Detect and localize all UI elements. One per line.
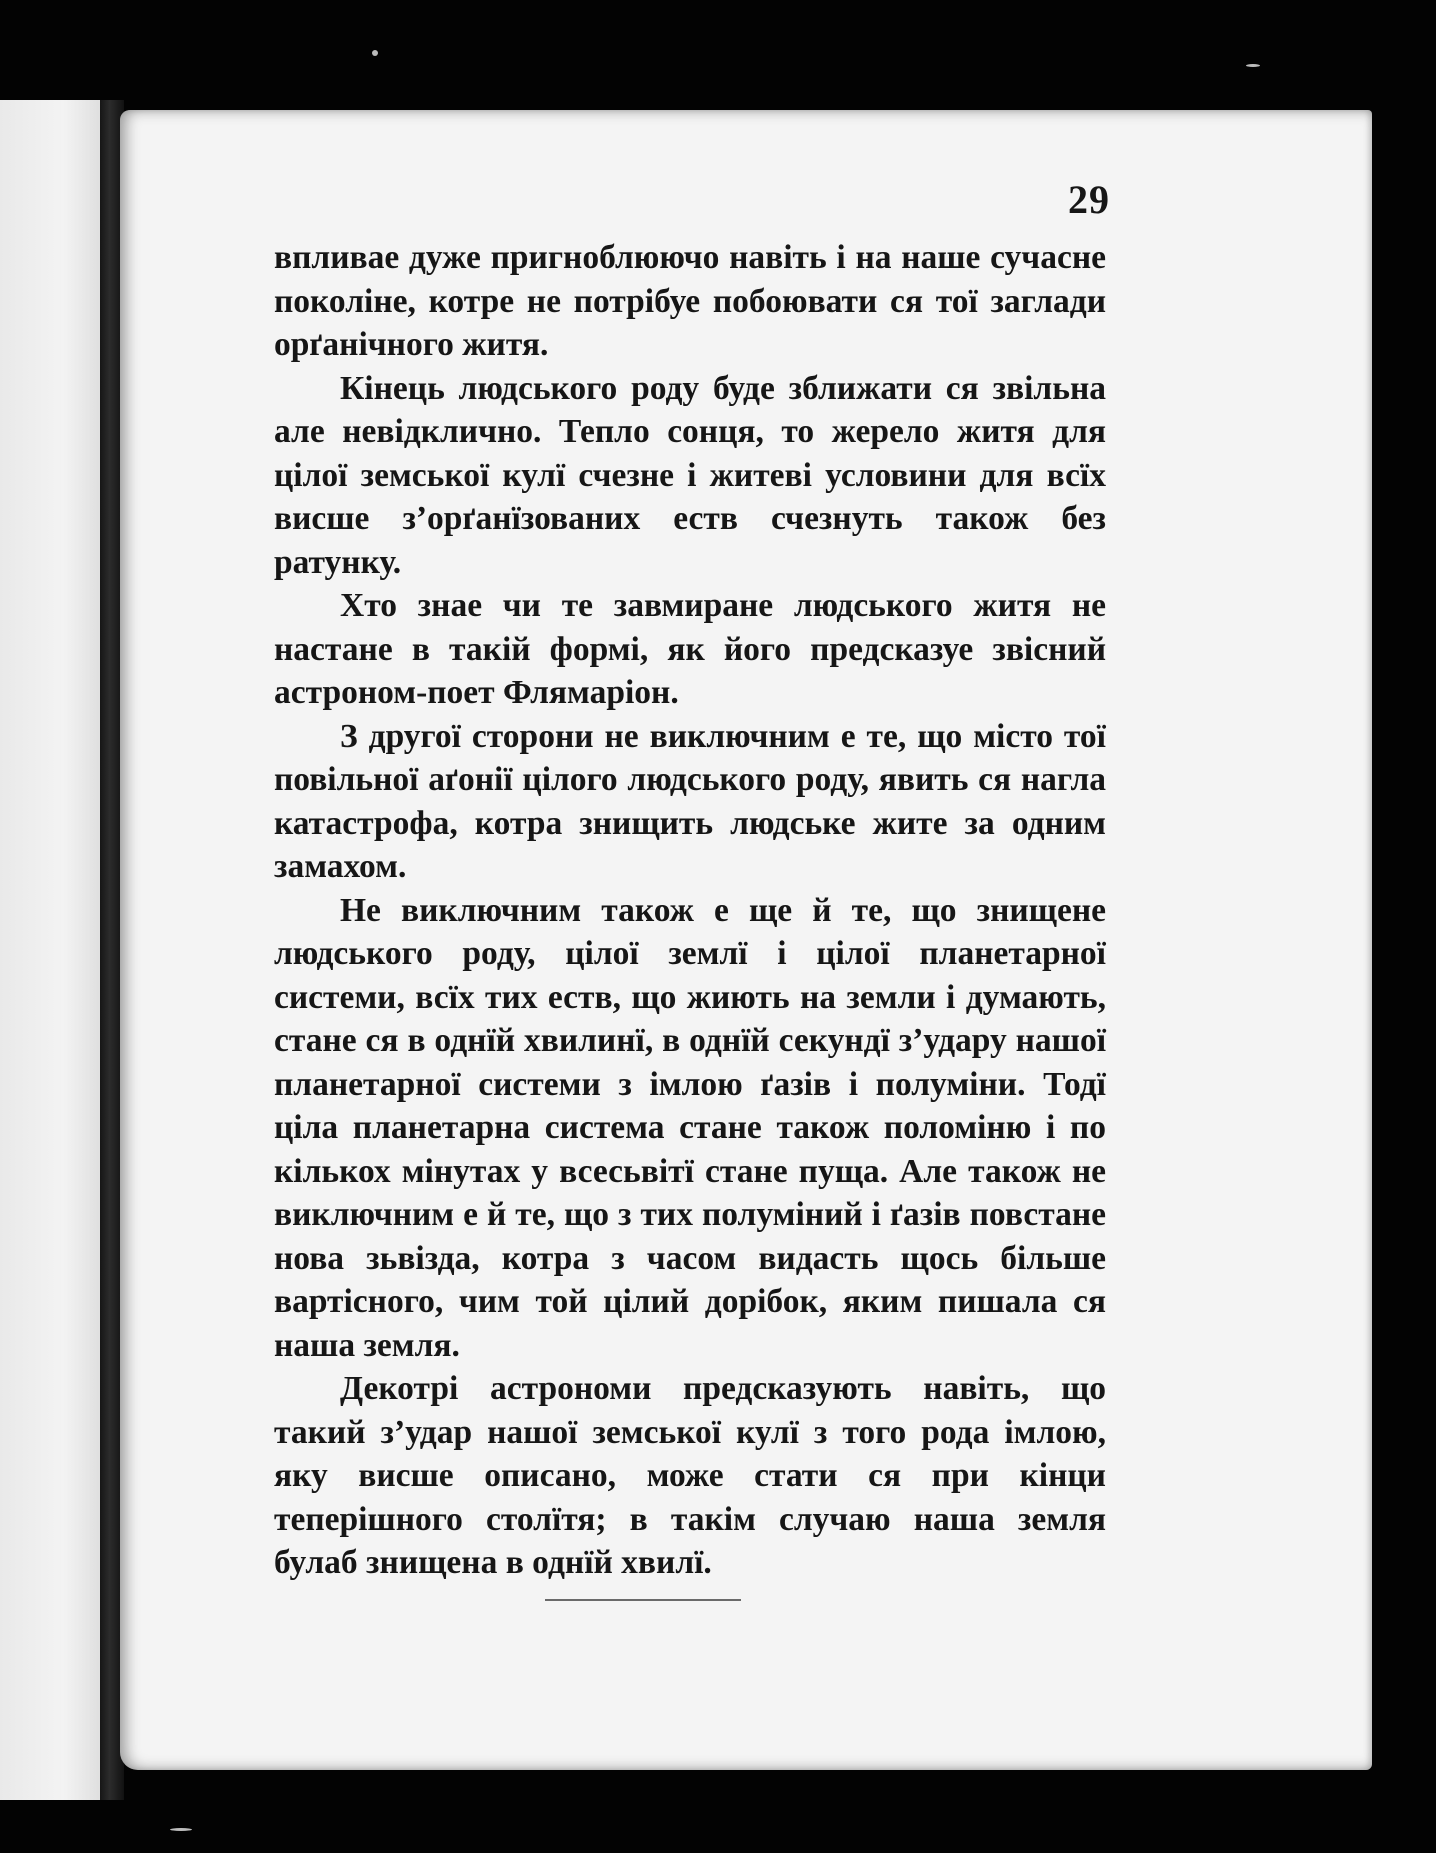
- dust-speck: [1246, 64, 1260, 67]
- paragraph: Декотрі астрономи предсказують навіть, що такий з’удар нашої земської кулї з того рода імлою, яку висше описано, може стати ся при кінци теперішного столїтя; в такім случаю наша земля булаб знищена в однїй хвилї.: [274, 1370, 1106, 1581]
- paragraph: Кінець людського роду буде зближати ся звільна але невідклично. Тепло сонця, то жерело житя для цілої земської кулї счезне і житеві условини для всїх висше з’орґанїзованих еств счезнуть також без ратунку.: [274, 369, 1106, 581]
- paragraph: впливае дуже пригноблюючо навіть і на наше сучасне поколіне, котре не потрібуе побоювати ся тої заглади орґанічного житя.: [274, 239, 1106, 363]
- dust-speck: [170, 1828, 192, 1831]
- paragraph: З другої сторони не виключним е те, що місто тої повільної аґонії цілого людського роду, явить ся нагла катастрофа, котра знищить людське жите за одним замахом.: [274, 717, 1106, 885]
- body-text: [274, 236, 1106, 1585]
- paragraph: Не виключним також е ще й те, що знищене людського роду, цілої землї і цілої планетарної системи, всїх тих еств, що жиють на земли і думають, стане ся в однїй хвилинї, в однїй секундї з’удару нашої планетарної системи з імлою ґазів і полуміни. Тодї ціла планетарна система стане також поломіню і по кількох мінутах у всесьвітї стане пуща. Але також не виключним е й те, що з тих полуміний і ґазів повстане нова зьвізда, котра з часом видасть щось більше вартісного, чим той цілий дорібок, яким пишала ся наша земля.: [274, 891, 1106, 1364]
- end-rule: [545, 1599, 741, 1601]
- previous-page-edge: [0, 100, 106, 1800]
- paragraph: Хто знае чи те завмиране людського житя не настане в такій формі, як його предсказуе звісний астроном-поет Флямаріон.: [274, 587, 1106, 711]
- dust-speck: [372, 50, 378, 56]
- page-number: 29: [1068, 177, 1110, 222]
